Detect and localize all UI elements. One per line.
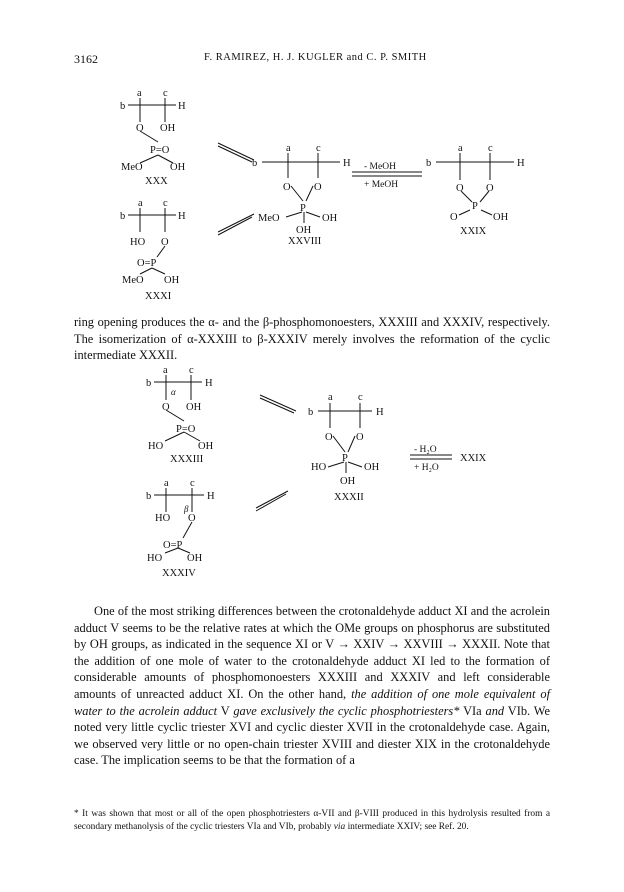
substituent-a: a: [286, 143, 291, 154]
substituent-a: a: [328, 392, 333, 403]
hydroxyl-label: HO: [311, 462, 327, 473]
phosphoryl-label: P=O: [150, 145, 170, 156]
hydroxyl-label: OH: [340, 476, 356, 487]
footnote-italic: via: [333, 821, 346, 832]
hydrogen-label: H: [205, 378, 213, 389]
substituent-c: c: [316, 143, 321, 154]
paragraph-text: ring opening produces the α- and the β-phosphomonoesters, XXXIII and XXXIV, respectively. The isomerization of α-XXXIII to β-XXXIV merely involves the reformation of the cyclic intermediate XXXII.: [74, 315, 550, 363]
substituent-b: b: [252, 158, 258, 169]
hydrogen-label: H: [376, 407, 384, 418]
ring-oxygen: O: [162, 402, 170, 413]
compound-label-xxxii: XXXII: [334, 492, 364, 503]
hydrogen-label: H: [178, 101, 186, 112]
reagent-minus-water: - H₂O: [414, 445, 437, 455]
compound-label-xxix: XXIX: [460, 453, 487, 464]
reagent-minus-methanol: - MeOH: [364, 162, 396, 172]
phosphorus-label: P: [300, 203, 306, 214]
substituent-a: a: [138, 198, 143, 209]
hydrogen-label: H: [343, 158, 351, 169]
reaction-scheme-2: [0, 364, 624, 584]
hydroxyl-label: OH: [186, 402, 202, 413]
footnote-text: intermediate XXIV; see Ref. 20.: [345, 821, 469, 832]
compound-label-xxxi: XXXI: [145, 291, 172, 302]
text-run: VIa: [459, 703, 486, 718]
footnote: [74, 808, 550, 833]
substituent-b: b: [146, 491, 152, 502]
substituent-c: c: [163, 198, 168, 209]
substituent-b: b: [146, 378, 152, 389]
text-run: One of the most striking differences between the crotonaldehyde adduct XI and the acrolein adduct V seems to be the relative rates at which the OMe groups on phosphorus are substituted by OH groups, as indicated in the sequence XI or V → XXIV → XXVIII → XXXII. Note that the addition of one mole of water to the crotonaldehyde adduct XI led to the formation of considerable amounts of phosphomonoesters XXXIII and XXXIV and left considerable amounts of unreacted adduct XI. On the other hand,: [74, 604, 550, 701]
ring-oxygen: O: [188, 513, 196, 524]
ring-oxygen: O: [161, 237, 169, 248]
body-paragraph-1: [74, 314, 550, 364]
hydroxyl-label: OH: [170, 162, 186, 173]
substituent-c: c: [189, 365, 194, 376]
hydroxyl-label: HO: [130, 237, 146, 248]
substituent-b: b: [426, 158, 432, 169]
italic-text: the addition of one mole equivalent of water to the acrolein adduct: [74, 686, 551, 718]
hydroxyl-label: HO: [147, 553, 163, 564]
hydroxyl-label: HO: [148, 441, 164, 452]
substituent-a: a: [137, 88, 142, 99]
ring-oxygen: O: [314, 182, 322, 193]
ring-oxygen: O: [450, 212, 458, 223]
italic-text: and: [485, 703, 505, 718]
substituent-c: c: [163, 88, 168, 99]
ring-oxygen: O: [486, 183, 494, 194]
reagent-plus-methanol: + MeOH: [364, 180, 399, 190]
hydroxyl-label: OH: [322, 213, 338, 224]
methoxy-label: MeO: [122, 275, 144, 286]
hydrogen-label: H: [178, 211, 186, 222]
text-run: VIb. We noted very little cyclic triester XVI and cyclic diester XVII in the crotonaldehyde case. Again, we observed very little or no open-chain triester XVIII and diester XIX in the crotonaldehyde case. The implication seems to be that the formation of a: [74, 703, 551, 768]
italic-text: gave exclusively the cyclic phosphotriesters*: [233, 703, 460, 718]
hydrogen-label: H: [207, 491, 215, 502]
substituent-a: a: [163, 365, 168, 376]
ring-oxygen: O: [356, 432, 364, 443]
running-head-authors: F. RAMIREZ, H. J. KUGLER and C. P. SMITH: [204, 52, 427, 63]
methoxy-label: MeO: [258, 213, 280, 224]
hydroxyl-label: OH: [493, 212, 509, 223]
reaction-scheme-1: [0, 80, 624, 310]
hydroxyl-label: OH: [160, 123, 176, 134]
substituent-c: c: [190, 478, 195, 489]
substituent-a: a: [458, 143, 463, 154]
alpha-position: α: [171, 387, 176, 397]
compound-label-xxix: XXIX: [460, 226, 487, 237]
phosphoryl-label: O=P: [137, 258, 157, 269]
hydroxyl-label: OH: [187, 553, 203, 564]
page-number: 3162: [74, 52, 98, 66]
ring-oxygen: O: [283, 182, 291, 193]
footnote-text: * It was shown that most or all of the open phosphotriesters α-VII and β-VIII produced in this hydrolysis resulted from a secondary methanolysis of the cyclic triesters VIa and VIb, probably: [74, 809, 550, 832]
compound-label-xxviii: XXVIII: [288, 236, 322, 247]
ring-oxygen: O: [136, 123, 144, 134]
phosphoryl-label: O=P: [163, 540, 183, 551]
compound-label-xxx: XXX: [145, 176, 168, 187]
hydroxyl-label: HO: [155, 513, 171, 524]
substituent-c: c: [488, 143, 493, 154]
substituent-c: c: [358, 392, 363, 403]
phosphoryl-label: P=O: [176, 424, 196, 435]
text-run: V: [217, 703, 234, 718]
hydroxyl-label: OH: [364, 462, 380, 473]
compound-label-xxxiii: XXXIII: [170, 454, 204, 465]
ring-oxygen: O: [325, 432, 333, 443]
phosphorus-label: P: [472, 201, 478, 212]
ring-oxygen: O: [456, 183, 464, 194]
paragraph-text: [74, 603, 550, 769]
hydrogen-label: H: [517, 158, 525, 169]
compound-label-xxxiv: XXXIV: [162, 568, 196, 579]
hydroxyl-label: OH: [164, 275, 180, 286]
beta-position: β: [184, 504, 189, 514]
hydroxyl-label: OH: [198, 441, 214, 452]
substituent-b: b: [120, 101, 126, 112]
methoxy-label: MeO: [121, 162, 143, 173]
substituent-b: b: [308, 407, 314, 418]
reagent-plus-water: + H₂O: [414, 463, 439, 473]
hydroxyl-label: OH: [296, 225, 312, 236]
substituent-b: b: [120, 211, 126, 222]
phosphorus-label: P: [342, 453, 348, 464]
body-paragraph-2: [74, 603, 550, 769]
substituent-a: a: [164, 478, 169, 489]
